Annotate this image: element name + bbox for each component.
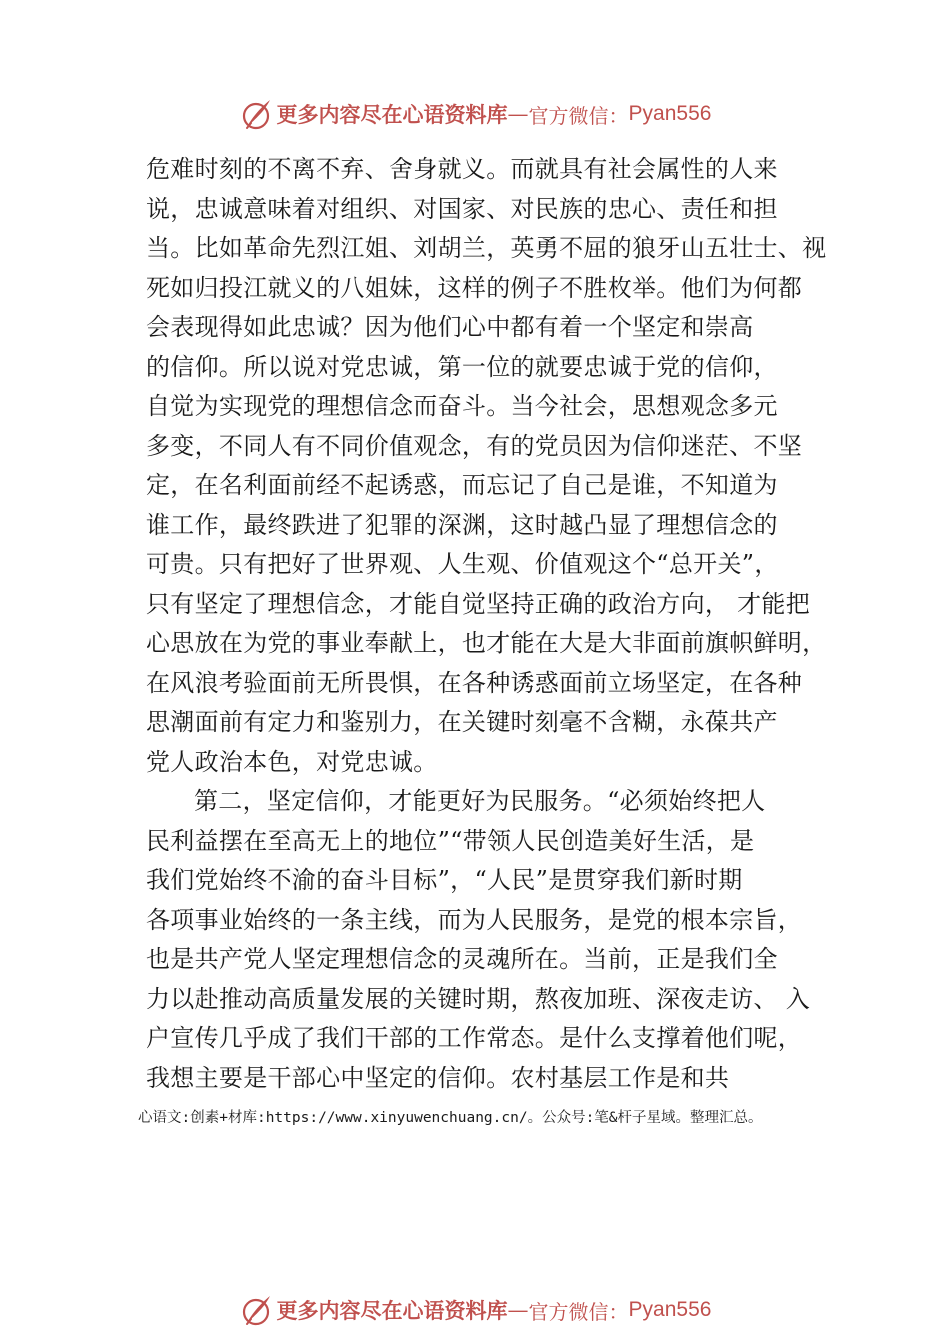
text-line: 只有坚定了理想信念，才能自觉坚持正确的政治方向， 才能把 (146, 589, 811, 618)
text-line: 党人政治本色，对党忠诚。 (146, 747, 438, 776)
text-line: 自觉为实现党的理想信念而奋斗。当今社会，思想观念多元 (146, 392, 778, 420)
text-line: 心思放在为党的事业奉献上，也才能在大是大非面前旗帜鲜明， (146, 629, 827, 657)
banner-wechat-label: 官方微信： (528, 1299, 629, 1324)
text-line: 死如归投江就义的八姐妹，这样的例子不胜枚举。他们为何都 (146, 273, 803, 302)
text-line: 各项事业始终的一条主线，而为人民服务，是党的根本宗旨， (146, 905, 803, 934)
text-line: 民利益摆在至高无上的地位”“带领人民创造美好生活，是 (146, 826, 755, 855)
text-line: 力以赴推动高质量发展的关键时期，熬夜加班、深夜走访、 入 (146, 984, 811, 1013)
banner-title: 更多内容尽在心语资料库 (276, 1298, 508, 1323)
text-line: 我想主要是干部心中坚定的信仰。农村基层工作是和共 (146, 1063, 730, 1092)
text-line: 我们党始终不渝的奋斗目标”，“人民”是贯穿我们新时期 (146, 866, 743, 894)
text-line: 谁工作，最终跌进了犯罪的深渊，这时越凸显了理想信念的 (146, 510, 778, 539)
text-line: 定，在名利面前经不起诱惑，而忘记了自己是谁，不知道为 (146, 471, 778, 499)
banner-wechat-id: Pyan556 (628, 1298, 712, 1321)
footer-source-note: 心语文:创素+材库:https://www.xinyuwenchuang.cn/。公众号:笔&杆子星域。整理汇总。 (138, 1110, 763, 1126)
banner-separator: — (507, 102, 529, 126)
text-line: 当。比如革命先烈江姐、刘胡兰，英勇不屈的狼牙山五壮士、视 (146, 234, 827, 262)
text-line: 说，忠诚意味着对组织、对国家、对民族的忠心、责任和担 (146, 194, 778, 223)
banner-separator: — (507, 1298, 529, 1322)
banner-wechat-label: 官方微信： (528, 103, 629, 128)
footer-banner (0, 1290, 950, 1330)
header-banner (0, 94, 950, 134)
text-line: 户宣传几乎成了我们干部的工作常态。是什么支撑着他们呢， (146, 1024, 803, 1052)
quill-pen-logo-icon (239, 1293, 273, 1327)
text-line: 多变，不同人有不同价值观念，有的党员因为信仰迷茫、不坚 (146, 431, 803, 460)
quill-pen-logo-icon (239, 97, 273, 131)
banner-wechat-id: Pyan556 (628, 102, 712, 125)
text-line: 会表现得如此忠诚？因为他们心中都有着一个坚定和崇高 (146, 313, 754, 341)
text-line: 可贵。只有把好了世界观、人生观、价值观这个“总开关”， (146, 550, 779, 578)
text-line: 也是共产党人坚定理想信念的灵魂所在。当前，正是我们全 (146, 945, 778, 973)
text-line: 在风浪考验面前无所畏惧，在各种诱惑面前立场坚定，在各种 (146, 668, 803, 697)
document-body (146, 150, 826, 1098)
text-line: 的信仰。所以说对党忠诚，第一位的就要忠诚于党的信仰， (146, 352, 778, 381)
paragraph-start-line: 第二，坚定信仰，才能更好为民服务。“必须始终把人 (194, 787, 766, 815)
text-line: 思潮面前有定力和鉴别力，在关键时刻毫不含糊，永葆共产 (146, 708, 778, 736)
text-line: 危难时刻的不离不弃、舍身就义。而就具有社会属性的人来 (146, 155, 778, 183)
banner-title: 更多内容尽在心语资料库 (276, 102, 508, 127)
